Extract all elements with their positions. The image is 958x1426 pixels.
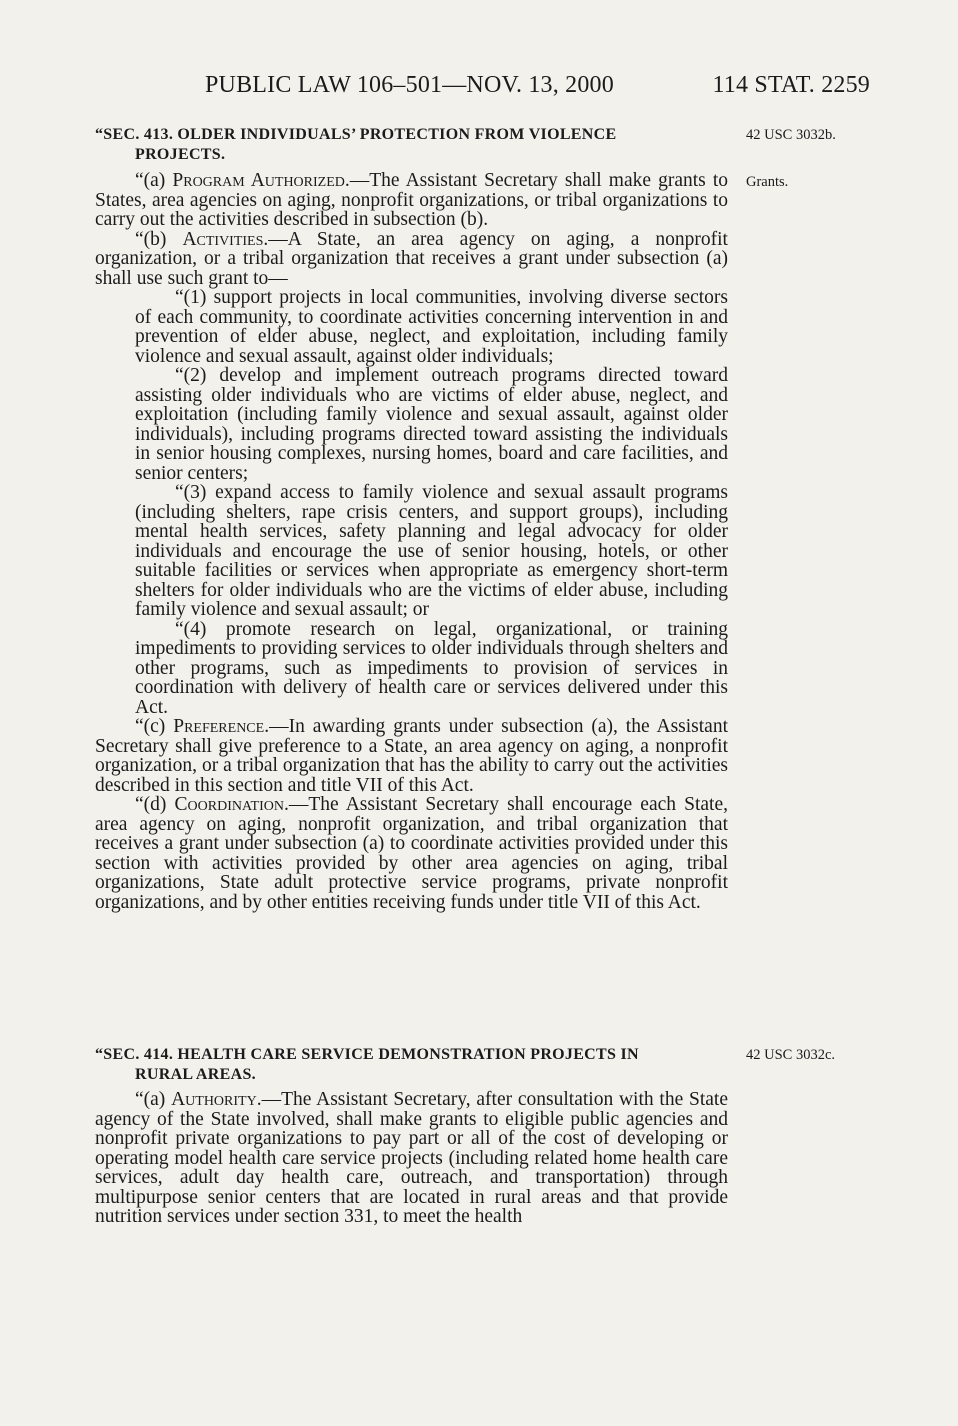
sec-413-usc-note: 42 USC 3032b. bbox=[746, 127, 836, 143]
sec-414-subsection-a-authority: “(a) Authority.—The Assistant Secretary, after consultation with the State agency of the State involved, shall make grants to eligible public agencies and nonprofit private organizations to pay part or all of the cost of developing or operating model health care service projects (including related home health care services, adult day health care, outreach, and transportation) through multipurpose senior centers that are located in rural areas and that provide nutrition services under section 331, to meet the health bbox=[95, 1089, 728, 1227]
subsection-b-activities: “(b) Activities.—A State, an area agency on aging, a nonprofit organization, or a tribal organization that receives a grant under subsection (a) shall use such grant to— bbox=[95, 228, 728, 289]
paragraph-4: “(4) promote research on legal, organizational, or training impediments to providing services to older individuals through shelters and other programs, such as impediments to provision of services in coordination with delivery of health care or services delivered under this Act. bbox=[135, 618, 728, 718]
subsection-c-preference: “(c) Preference.—In awarding grants under subsection (a), the Assistant Secretary shall give preference to a State, an area agency on aging, a nonprofit organization, or a tribal organization that has the ability to carry out the activities described in this section and title VII of this Act. bbox=[95, 716, 728, 796]
sec-414-heading bbox=[95, 1045, 728, 1085]
public-law-citation: PUBLIC LAW 106–501—NOV. 13, 2000 bbox=[205, 72, 614, 98]
subsection-b-caption: Activities bbox=[182, 228, 264, 250]
paragraph-3: “(3) expand access to family violence and sexual assault programs (including shelters, rape crisis centers, and support groups), including mental health services, safety planning and legal advocacy for older individuals and encourage the use of senior housing, hotels, or other suitable facilities or services when appropriate as emergency short-term shelters for older individuals who are the victims of elder abuse, including family violence and sexual assault; or bbox=[135, 482, 728, 620]
sec-414-heading-line2: RURAL AREAS. bbox=[135, 1066, 256, 1083]
sec-414-heading-line1: “SEC. 414. HEALTH CARE SERVICE DEMONSTRATION PROJECTS IN bbox=[95, 1046, 639, 1063]
sec-414-body bbox=[95, 1090, 728, 1227]
subsection-a-program-authorized: “(a) Program Authorized.—The Assistant Secretary shall make grants to States, area agencies on aging, nonprofit organizations, or tribal organizations to carry out the activities described in subsection (b). bbox=[95, 170, 729, 230]
sec-413-body bbox=[95, 171, 728, 912]
paragraph-1: “(1) support projects in local communities, involving diverse sectors of each community, to coordinate activities concerning intervention in and prevention of elder abuse, neglect, and exploitation, including family violence and sexual assault, against older individuals; bbox=[135, 287, 728, 367]
subsection-c-caption: Preference bbox=[173, 716, 265, 737]
sec-413-heading-line2: PROJECTS. bbox=[135, 146, 226, 163]
running-head bbox=[205, 72, 870, 108]
subsection-d-caption: Coordination bbox=[174, 794, 284, 815]
sec-413-heading-line1: “SEC. 413. OLDER INDIVIDUALS’ PROTECTION FROM VIOLENCE bbox=[95, 126, 617, 143]
sec-414-subsection-a-caption: Authority bbox=[171, 1089, 257, 1110]
subsection-d-coordination: “(d) Coordination.—The Assistant Secretary shall encourage each State, area agency on aging, nonprofit organization, and tribal organization that receives a grant under subsection (a) to coordinate activities provided under this section with activities provided by other area agencies on aging, tribal organizations, State adult protective service programs, private nonprofit organizations, and by other entities receiving funds under title VII of this Act. bbox=[95, 794, 728, 913]
statute-page-number: 114 STAT. 2259 bbox=[712, 72, 870, 98]
paragraph-2: “(2) develop and implement outreach programs directed toward assisting older individuals who are victims of elder abuse, neglect, and exploitation (including family violence and sexual assault, against older individuals), including programs directed toward assisting the individuals in senior housing complexes, nursing homes, board and care facilities, and senior centers; bbox=[135, 365, 728, 484]
grants-note: Grants. bbox=[746, 174, 789, 190]
sec-414-usc-note: 42 USC 3032c. bbox=[746, 1047, 836, 1063]
subsection-a-caption: Program Authorized bbox=[172, 170, 345, 191]
sec-413-heading bbox=[95, 125, 728, 165]
